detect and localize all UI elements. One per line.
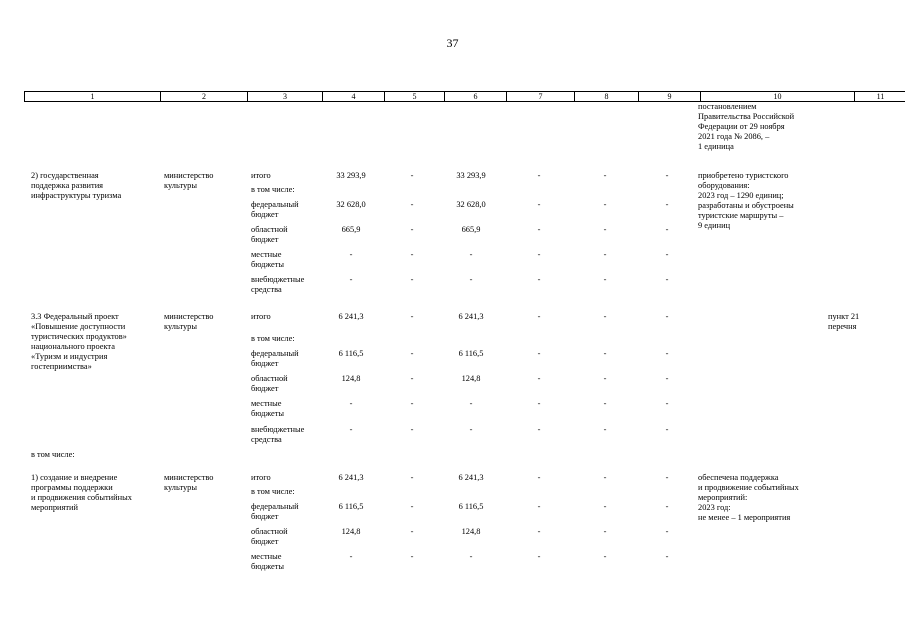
label-total: итого: [251, 473, 271, 482]
dash: -: [603, 312, 607, 321]
dash: -: [537, 312, 541, 321]
page-number: 37: [446, 36, 459, 50]
federal-col4: 6 116,5: [338, 502, 364, 511]
label-local: местные бюджеты: [251, 399, 285, 418]
dash: -: [410, 225, 414, 234]
dash: -: [603, 225, 607, 234]
dash: -: [410, 502, 414, 511]
regional-col6: 124,8: [461, 527, 481, 536]
dash: -: [665, 552, 669, 561]
dash: -: [537, 200, 541, 209]
dash: -: [469, 275, 473, 284]
total-col6: 33 293,9: [456, 171, 486, 180]
col-header-4: 4: [323, 92, 385, 102]
dash: -: [603, 399, 607, 408]
dash: -: [603, 200, 607, 209]
col-header-10: 10: [701, 92, 855, 102]
dash: -: [410, 473, 414, 482]
dash: -: [665, 349, 669, 358]
regional-col6: 124,8: [461, 374, 481, 383]
dash: -: [410, 552, 414, 561]
dash: -: [410, 349, 414, 358]
dash: -: [349, 552, 353, 561]
dash: -: [349, 275, 353, 284]
dash: -: [603, 250, 607, 259]
dash: -: [537, 527, 541, 536]
dash: -: [410, 312, 414, 321]
col-header-6: 6: [445, 92, 507, 102]
dash: -: [410, 399, 414, 408]
label-regional: областной бюджет: [251, 374, 288, 393]
including-row: в том числе:: [31, 450, 75, 459]
executor: министерство культуры: [164, 473, 214, 492]
dash: -: [537, 374, 541, 383]
col-header-3: 3: [248, 92, 323, 102]
label-regional: областной бюджет: [251, 527, 288, 546]
dash: -: [665, 425, 669, 434]
col-header-2: 2: [161, 92, 248, 102]
dash: -: [603, 527, 607, 536]
dash: -: [603, 425, 607, 434]
dash: -: [349, 399, 353, 408]
dash: -: [665, 374, 669, 383]
col-header-1: 1: [25, 92, 161, 102]
col-header-8: 8: [575, 92, 639, 102]
dash: -: [603, 349, 607, 358]
dash: -: [410, 527, 414, 536]
dash: -: [537, 425, 541, 434]
federal-col6: 6 116,5: [458, 502, 484, 511]
dash: -: [665, 225, 669, 234]
dash: -: [603, 502, 607, 511]
dash: -: [665, 200, 669, 209]
column-number-header: [24, 91, 905, 102]
regional-col4: 124,8: [341, 527, 361, 536]
dash: -: [410, 425, 414, 434]
dash: -: [410, 171, 414, 180]
federal-project-name: 3.3 Федеральный проект «Повышение доступности туристических продуктов» национального проекта «Туризм и индустрия гостеприимства»: [31, 312, 127, 371]
measure-name: 1) создание и внедрение программы поддержки и продвижения событийных мероприятий: [31, 473, 132, 512]
dash: -: [603, 473, 607, 482]
federal-col6: 6 116,5: [458, 349, 484, 358]
federal-col4: 32 628,0: [336, 200, 366, 209]
label-extrabudget: внебюджетные средства: [251, 275, 305, 294]
col-header-5: 5: [385, 92, 445, 102]
measure-name: 2) государственная поддержка развития инфраструктуры туризма: [31, 171, 122, 200]
label-local: местные бюджеты: [251, 552, 285, 571]
dash: -: [537, 399, 541, 408]
dash: -: [410, 250, 414, 259]
total-col4: 6 241,3: [338, 312, 364, 321]
dash: -: [469, 399, 473, 408]
dash: -: [349, 425, 353, 434]
dash: -: [665, 275, 669, 284]
label-federal: федеральный бюджет: [251, 502, 299, 521]
label-extrabudget: внебюджетные средства: [251, 425, 305, 444]
expected-result: приобретено туристского оборудования: 2023 год – 1290 единиц; разработаны и обустроены туристские маршруты – 9 единиц: [698, 171, 794, 230]
label-federal: федеральный бюджет: [251, 349, 299, 368]
dash: -: [603, 275, 607, 284]
col-header-11: 11: [855, 92, 905, 102]
label-including: в том числе:: [251, 487, 295, 496]
label-including: в том числе:: [251, 334, 295, 343]
dash: -: [410, 275, 414, 284]
dash: -: [665, 399, 669, 408]
dash: -: [410, 200, 414, 209]
executor: министерство культуры: [164, 312, 214, 331]
dash: -: [665, 473, 669, 482]
dash: -: [469, 425, 473, 434]
dash: -: [665, 502, 669, 511]
dash: -: [537, 250, 541, 259]
label-local: местные бюджеты: [251, 250, 285, 269]
label-total: итого: [251, 312, 271, 321]
dash: -: [665, 171, 669, 180]
regional-col4: 665,9: [341, 225, 361, 234]
label-regional: областной бюджет: [251, 225, 288, 244]
dash: -: [537, 473, 541, 482]
list-reference: пункт 21 перечня: [828, 312, 860, 331]
dash: -: [603, 552, 607, 561]
label-federal: федеральный бюджет: [251, 200, 299, 219]
dash: -: [537, 225, 541, 234]
col-header-7: 7: [507, 92, 575, 102]
dash: -: [537, 552, 541, 561]
carry-over-result: постановлением Правительства Российской Федерации от 29 ноября 2021 года № 2086, – 1 единица: [698, 102, 795, 151]
dash: -: [469, 552, 473, 561]
dash: -: [665, 527, 669, 536]
col-header-9: 9: [639, 92, 701, 102]
dash: -: [537, 349, 541, 358]
dash: -: [410, 374, 414, 383]
dash: -: [469, 250, 473, 259]
dash: -: [665, 250, 669, 259]
dash: -: [537, 171, 541, 180]
total-col4: 6 241,3: [338, 473, 364, 482]
regional-col4: 124,8: [341, 374, 361, 383]
label-total: итого: [251, 171, 271, 180]
regional-col6: 665,9: [461, 225, 481, 234]
dash: -: [537, 502, 541, 511]
expected-result: обеспечена поддержка и продвижение событийных мероприятий: 2023 год: не менее – 1 мероприятия: [698, 473, 799, 522]
federal-col6: 32 628,0: [456, 200, 486, 209]
executor: министерство культуры: [164, 171, 214, 190]
label-including: в том числе:: [251, 185, 295, 194]
total-col6: 6 241,3: [458, 473, 484, 482]
dash: -: [603, 374, 607, 383]
dash: -: [537, 275, 541, 284]
dash: -: [603, 171, 607, 180]
dash: -: [349, 250, 353, 259]
total-col4: 33 293,9: [336, 171, 366, 180]
dash: -: [665, 312, 669, 321]
federal-col4: 6 116,5: [338, 349, 364, 358]
total-col6: 6 241,3: [458, 312, 484, 321]
